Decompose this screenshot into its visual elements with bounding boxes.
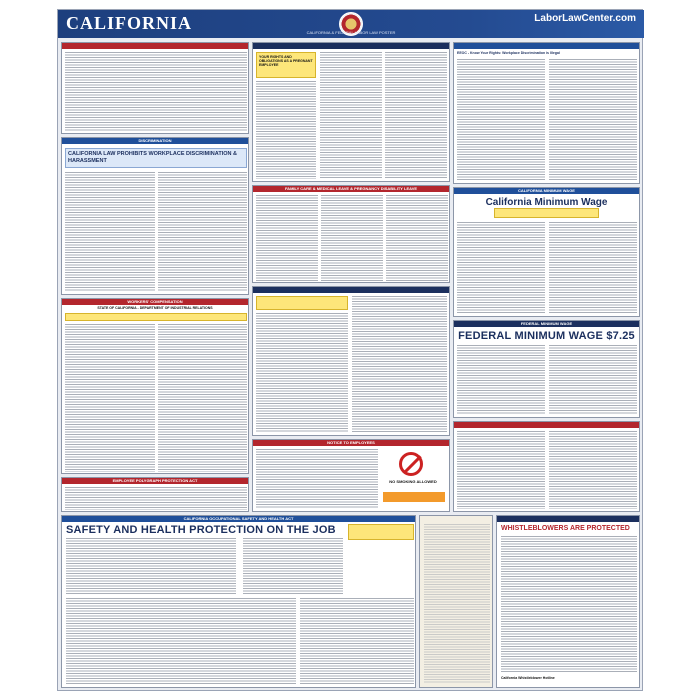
body-text-lines [256,449,378,509]
min-wage-rate-box [494,208,599,218]
labor-law-poster [57,9,643,691]
body-text-lines [158,324,247,472]
military-leave-bar [253,287,449,293]
whistle-footer: California Whistleblower Hotline [501,676,555,680]
document-scan-lines [424,524,490,684]
pregnancy-title: YOUR RIGHTS AND OBLIGATIONS AS A PREGNANT EMPLOYEE [259,55,313,67]
osha-bar: CALIFORNIA OCCUPATIONAL SAFETY AND HEALTH ACT [62,516,415,522]
body-text-lines [457,345,545,415]
military-leave-panel [252,286,450,436]
workers-comp-panel [61,298,249,474]
unemployment-bar [62,43,248,49]
federal-bar: FEDERAL MINIMUM WAGE [454,321,639,327]
min-wage-bar: CALIFORNIA MINIMUM WAGE [454,188,639,194]
body-text-lines [65,487,247,510]
whistle-title: WHISTLEBLOWERS ARE PROTECTED [501,525,630,532]
body-text-lines [243,538,343,594]
body-text-lines [256,313,348,433]
min-wage-title: California Minimum Wage [485,197,608,208]
osha-contact-box [348,524,414,540]
no-smoking-label: NO SMOKING ALLOWED [389,479,437,484]
ui-bar: NOTICE TO EMPLOYEES [253,440,449,446]
body-text-lines [321,195,383,281]
brand-name: LaborLawCenter.com [534,13,636,24]
body-text-lines [385,52,447,179]
unemployment-insurance-panel [252,439,450,512]
body-text-lines [65,324,155,472]
employee-rights-bar [454,422,639,428]
body-text-lines [549,59,637,181]
whistleblower-panel [496,515,640,688]
pregnancy-panel [252,42,450,182]
poster-header [58,10,644,38]
body-text-lines [65,52,247,132]
polygraph-bar: EMPLOYEE POLYGRAPH PROTECTION ACT [62,478,248,484]
body-text-lines [457,59,545,181]
poster-subtitle: CALIFORNIA & FEDERAL LABOR LAW POSTER [306,30,396,35]
body-text-lines [501,536,637,672]
body-text-lines [66,538,236,594]
family-leave-panel [252,185,450,283]
body-text-lines [65,172,155,292]
discrimination-title: CALIFORNIA LAW PROHIBITS WORKPLACE DISCRIMINATION & HARASSMENT [68,151,237,164]
federal-title: FEDERAL MINIMUM WAGE $7.25 [458,330,635,342]
discrimination-panel [61,137,249,295]
osha-panel [61,515,416,688]
body-text-lines [549,431,637,509]
pregnancy-bar [253,43,449,49]
state-title: CALIFORNIA [66,13,193,33]
pregnancy-title-box [256,52,316,78]
family-leave-bar: FAMILY CARE & MEDICAL LEAVE & PREGNANCY DISABILITY LEAVE [253,186,449,192]
workers-comp-bar: WORKERS' COMPENSATION [62,299,248,305]
office-list-lines [300,598,414,684]
body-text-lines [457,431,545,509]
workers-comp-title: STATE OF CALIFORNIA - DEPARTMENT OF INDUSTRIAL RELATIONS [97,306,213,310]
brand-sub-lines [556,26,636,32]
no-smoking-icon [399,452,423,476]
polygraph-panel [61,477,249,512]
osha-title: SAFETY AND HEALTH PROTECTION ON THE JOB [66,524,336,536]
body-text-lines [158,172,247,292]
eeo-title: EEOC - Know Your Rights: Workplace Discrimination is Illegal [457,51,560,55]
workers-comp-highlight [65,313,247,321]
eeo-panel [453,42,640,184]
body-text-lines [549,345,637,415]
document-scan-panel [419,515,493,688]
employee-rights-panel [453,421,640,512]
min-wage-table-lines [457,222,545,314]
min-wage-table-lines [549,222,637,314]
california-min-wage-panel [453,187,640,317]
office-list-lines [66,598,296,684]
federal-min-wage-panel [453,320,640,418]
body-text-lines [386,195,448,281]
unemployment-panel [61,42,249,134]
military-title-box [256,296,348,310]
no-smoking-band [383,492,445,502]
discrimination-title-box [65,148,247,168]
body-text-lines [320,52,382,179]
body-text-lines [256,195,318,281]
discrimination-bar: DISCRIMINATION [62,138,248,144]
body-text-lines [352,296,447,433]
body-text-lines [256,81,316,179]
